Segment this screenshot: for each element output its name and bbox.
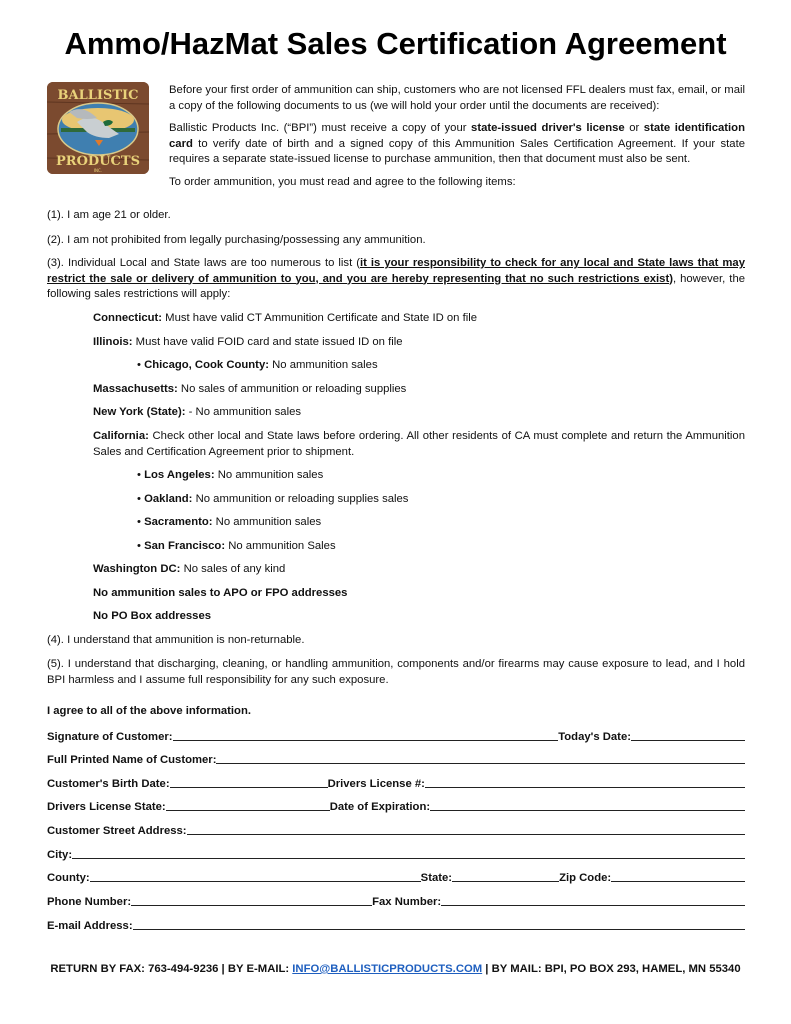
full-name-label: Full Printed Name of Customer: xyxy=(47,754,217,766)
email-address-field[interactable] xyxy=(133,917,745,930)
restriction-text: No sales of any kind xyxy=(180,563,286,575)
restriction-label: New York (State): xyxy=(93,406,186,418)
restriction-text: No ammunition sales xyxy=(268,359,378,371)
phone-number-label: Phone Number: xyxy=(47,896,132,908)
form-row-full-name xyxy=(47,750,745,766)
intro-paragraph-3: To order ammunition, you must read and agree to the following items: xyxy=(169,175,516,188)
form-row-county-state-zip xyxy=(47,868,745,884)
restriction-text: Must have valid CT Ammunition Certificate and State ID on file xyxy=(162,312,478,324)
street-address-label: Customer Street Address: xyxy=(47,825,187,837)
restriction-massachusetts xyxy=(93,382,745,398)
item-3-underlined-notice: it is your responsibility to check for any local and State laws that may restrict the sale or delivery of ammunition to you, and you are hereby representing that no such restrictions exist) xyxy=(47,257,745,285)
restriction-text: No ammunition sales xyxy=(214,469,324,481)
bullet-icon: • xyxy=(137,540,145,552)
email-address-label: E-mail Address: xyxy=(47,920,133,932)
street-address-field[interactable] xyxy=(187,822,745,835)
county-label: County: xyxy=(47,872,90,884)
restriction-label: No PO Box addresses xyxy=(93,610,212,622)
restriction-chicago xyxy=(137,358,791,374)
zip-code-label: Zip Code: xyxy=(559,872,612,884)
bullet-icon: • xyxy=(137,469,145,481)
ballistic-products-logo-icon xyxy=(47,82,149,174)
item-3-rest: , however, the following sales restrictions will apply: xyxy=(47,272,746,300)
fax-number-field[interactable] xyxy=(441,893,745,906)
restriction-text: No ammunition sales xyxy=(212,516,322,528)
intro-p2-text: Ballistic Products Inc. (“BPI”) must receive a copy of your xyxy=(169,122,472,134)
return-instructions-footer xyxy=(0,963,791,975)
restriction-text: No ammunition or reloading supplies sales xyxy=(192,493,409,505)
restriction-label: San Francisco: xyxy=(144,540,226,552)
form-row-phone-fax xyxy=(47,892,745,908)
restriction-san-francisco xyxy=(137,539,791,555)
fax-number-label: Fax Number: xyxy=(372,896,442,908)
form-row-signature xyxy=(47,727,745,743)
birth-date-label: Customer's Birth Date: xyxy=(47,778,170,790)
restriction-label: Connecticut: xyxy=(93,312,163,324)
todays-date-label: Today's Date: xyxy=(558,731,631,743)
footer-mail-text: | BY MAIL: BPI, PO BOX 293, HAMEL, MN 55340 xyxy=(482,963,741,975)
footer-fax-text: RETURN BY FAX: 763-494-9236 | BY E-MAIL: xyxy=(50,963,293,975)
form-row-city xyxy=(47,845,745,861)
restriction-text: - No ammunition sales xyxy=(185,406,302,418)
restriction-text: Check other local and State laws before ordering. All other residents of CA must complete and return the Ammunition Sales and Certification Agreement prior to shipment. xyxy=(93,430,745,458)
restriction-sacramento xyxy=(137,515,791,531)
intro-p2-bold-license: state-issued driver's license xyxy=(471,122,625,134)
full-name-field[interactable] xyxy=(216,751,745,764)
restriction-oakland xyxy=(137,492,791,508)
intro-paragraph-2 xyxy=(169,121,745,168)
bullet-icon: • xyxy=(137,493,145,505)
restriction-illinois xyxy=(93,335,745,351)
agree-statement xyxy=(47,704,745,720)
phone-number-field[interactable] xyxy=(131,893,372,906)
bullet-icon: • xyxy=(137,516,145,528)
restriction-text: No ammunition Sales xyxy=(225,540,336,552)
restriction-label: Chicago, Cook County: xyxy=(144,359,269,371)
restriction-label: California: xyxy=(93,430,149,442)
restriction-apo-fpo xyxy=(93,586,745,602)
drivers-license-number-label: Drivers License #: xyxy=(327,778,425,790)
intro-p2-bold-id: state identification card xyxy=(169,122,745,150)
logo-text-top: BALLISTIC xyxy=(57,88,139,103)
intro-section xyxy=(169,83,745,197)
expiration-date-field[interactable] xyxy=(430,798,745,811)
item-3 xyxy=(47,256,745,303)
form-row-email xyxy=(47,916,745,932)
form-row-street xyxy=(47,821,745,837)
state-label: State: xyxy=(420,872,453,884)
intro-paragraph-1: Before your first order of ammunition can ship, customers who are not licensed FFL dealers must fax, email, or mail a copy of the following documents to us (we will hold your order until the documents are received): xyxy=(169,84,745,112)
restriction-label: Massachusetts: xyxy=(93,383,178,395)
item-5: (5). I understand that discharging, cleaning, or handling ammunition, components and/or firearms may cause exposure to lead, and I hold BPI harmless and I assume full responsibility for any such exposure. xyxy=(47,658,745,686)
city-field[interactable] xyxy=(72,846,745,859)
restriction-po-box xyxy=(93,609,745,625)
intro-p2-or: or xyxy=(624,122,644,134)
restriction-washington-dc xyxy=(93,562,745,578)
form-row-birth-license xyxy=(47,774,745,790)
restriction-label: Illinois: xyxy=(93,336,133,348)
document-title: Ammo/HazMat Sales Certification Agreement xyxy=(64,26,727,61)
logo-text-bottom: PRODUCTS xyxy=(56,154,140,169)
restriction-label: Oakland: xyxy=(144,493,193,505)
restriction-los-angeles xyxy=(137,468,791,484)
city-label: City: xyxy=(47,849,73,861)
restriction-california xyxy=(93,429,745,460)
zip-code-field[interactable] xyxy=(611,869,745,882)
item-4: (4). I understand that ammunition is non-returnable. xyxy=(47,634,305,646)
signature-field[interactable] xyxy=(173,728,559,741)
restriction-label: Washington DC: xyxy=(93,563,181,575)
restriction-connecticut xyxy=(93,311,745,327)
bullet-icon: • xyxy=(137,359,145,371)
footer-email-link[interactable]: INFO@BALLISTICPRODUCTS.COM xyxy=(292,963,483,975)
restriction-text: Must have valid FOID card and state issued ID on file xyxy=(132,336,403,348)
county-field[interactable] xyxy=(90,869,421,882)
state-field[interactable] xyxy=(452,869,559,882)
restriction-text: No sales of ammunition or reloading supplies xyxy=(177,383,407,395)
restriction-label: Los Angeles: xyxy=(144,469,215,481)
todays-date-field[interactable] xyxy=(631,728,745,741)
drivers-license-state-field[interactable] xyxy=(166,798,330,811)
drivers-license-state-label: Drivers License State: xyxy=(47,801,166,813)
agree-text: I agree to all of the above information. xyxy=(47,705,252,717)
item-1: (1). I am age 21 or older. xyxy=(47,209,171,221)
intro-p2-rest: to verify date of birth and a signed copy of this Ammunition Sales Certification Agreement. If your state requires a separate state-issued license to purchase ammunition, then that document must also be sent. xyxy=(169,137,745,165)
form-row-license-state-expiration xyxy=(47,797,745,813)
signature-label: Signature of Customer: xyxy=(47,731,173,743)
item-2: (2). I am not prohibited from legally purchasing/possessing any ammunition. xyxy=(47,234,426,246)
birth-date-field[interactable] xyxy=(170,775,328,788)
restriction-new-york xyxy=(93,405,745,421)
restriction-label: Sacramento: xyxy=(144,516,213,528)
item-3-intro: (3). Individual Local and State laws are too numerous to list ( xyxy=(47,257,360,269)
restriction-label: No ammunition sales to APO or FPO addresses xyxy=(93,587,348,599)
drivers-license-number-field[interactable] xyxy=(425,775,745,788)
logo-text-inc: INC. xyxy=(93,168,103,173)
expiration-date-label: Date of Expiration: xyxy=(329,801,431,813)
